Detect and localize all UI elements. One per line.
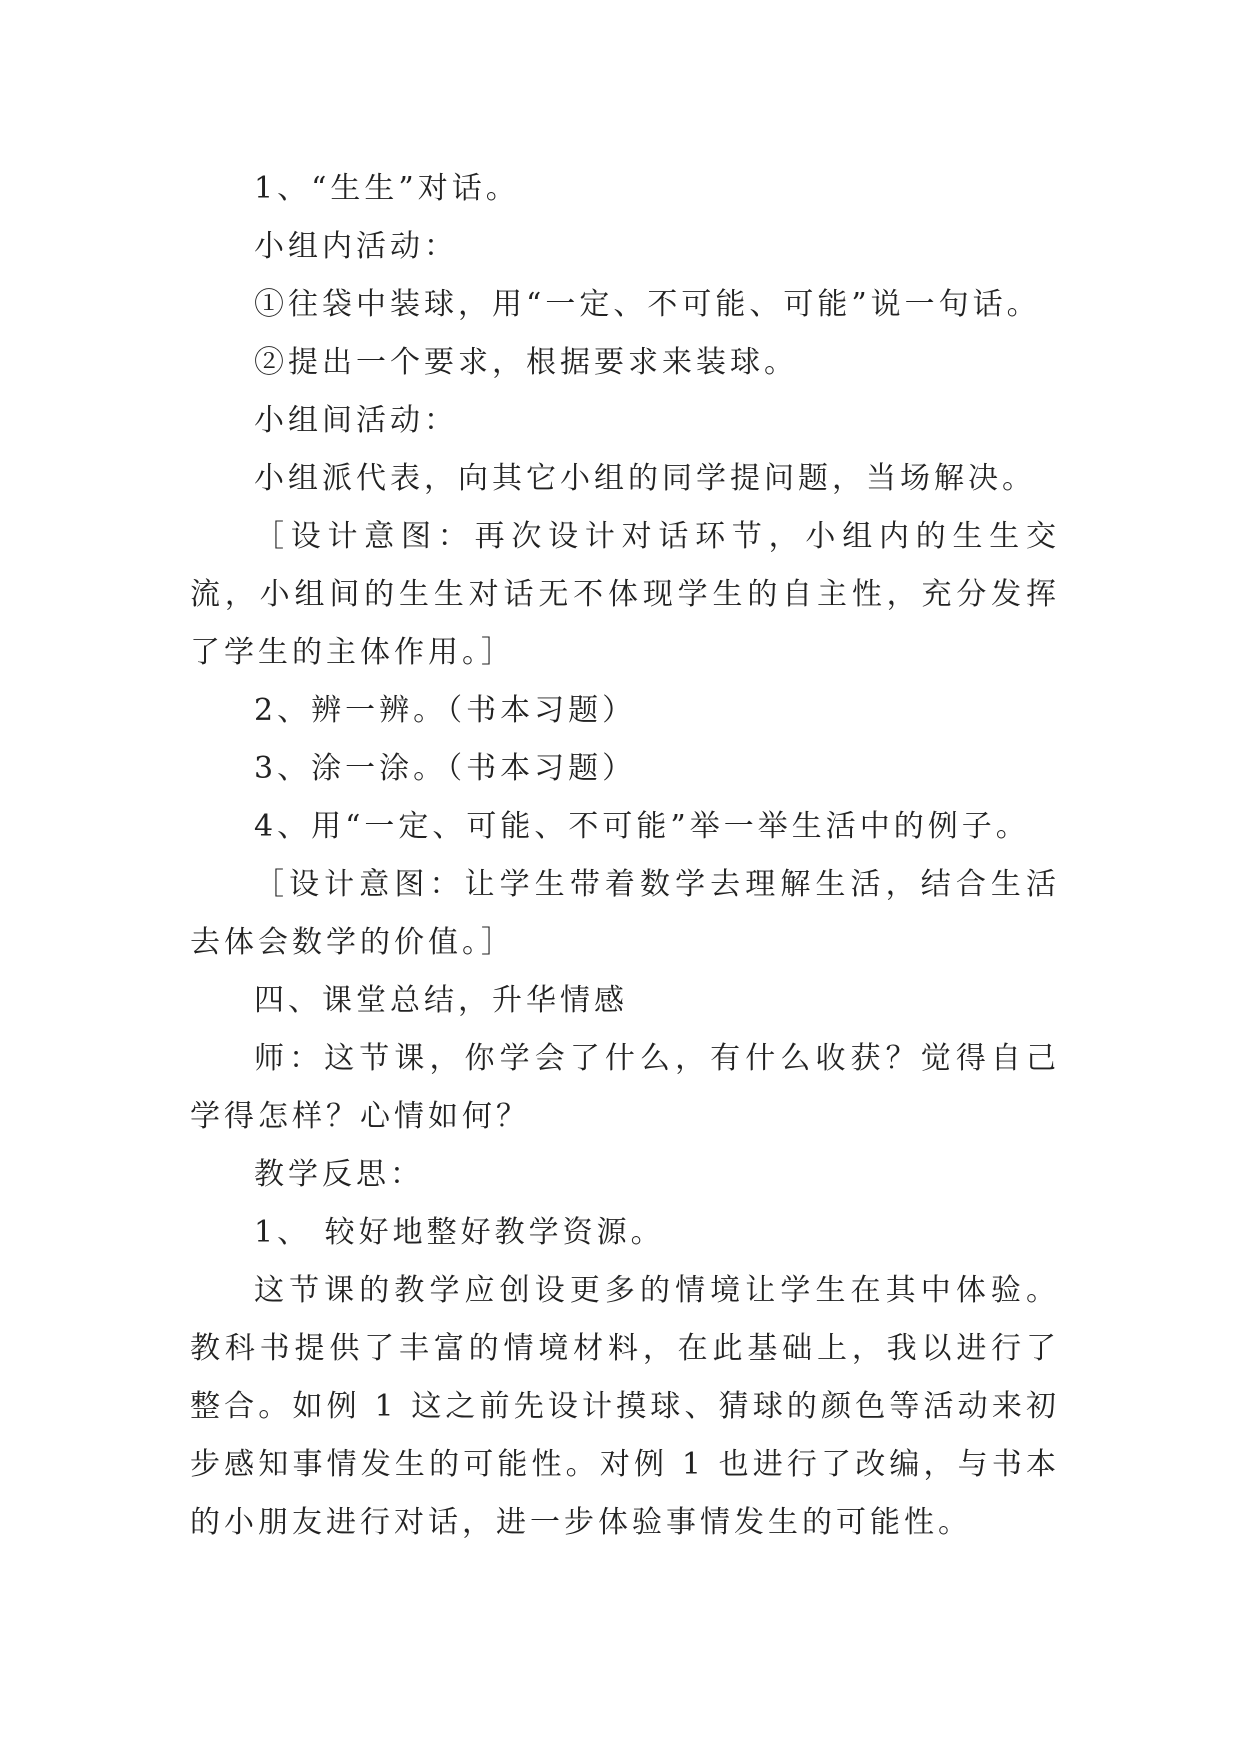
section-heading-reflection: 教学反思： (254, 1157, 424, 1192)
paragraph-teacher-question: 师：这节课，你学会了什么，有什么收获？觉得自己学得怎样？心情如何？ (190, 1041, 1060, 1134)
paragraph-reflection-body: 这节课的教学应创设更多的情境让学生在其中体验。教科书提供了丰富的情境材料，在此基础上，我以进行了整合。如例 1 这之前先设计摸球、猜球的颜色等活动来初步感知事情发生的可能性。对例 1 也进行了改编，与书本的小朋友进行对话，进一步体验事情发生的可能性。 (190, 1273, 1060, 1540)
paragraph-item-1: ①往袋中装球，用“一定、不可能、可能”说一句话。 (254, 287, 1041, 322)
paragraph-dialogue-title: 1、“生生”对话。 (254, 171, 520, 206)
section-heading-summary: 四、课堂总结，升华情感 (254, 983, 628, 1018)
paragraph-group-representative: 小组派代表，向其它小组的同学提问题，当场解决。 (254, 461, 1036, 496)
paragraph-design-intent-1: ［设计意图：再次设计对话环节，小组内的生生交流，小组间的生生对话无不体现学生的自主性，充分发挥了学生的主体作用。］ (190, 519, 1060, 670)
paragraph-item-2: ②提出一个要求，根据要求来装球。 (254, 345, 798, 380)
document-body (190, 160, 1060, 1552)
paragraph-design-intent-2: ［设计意图：让学生带着数学去理解生活，结合生活去体会数学的价值。］ (190, 867, 1060, 960)
paragraph-between-group-activity: 小组间活动： (254, 403, 458, 438)
paragraph-exercise-2: 2、辨一辨。（书本习题） (254, 693, 637, 728)
paragraph-reflection-1: 1、 较好地整好教学资源。 (254, 1215, 665, 1250)
paragraph-in-group-activity: 小组内活动： (254, 229, 458, 264)
paragraph-exercise-3: 3、涂一涂。（书本习题） (254, 751, 637, 786)
paragraph-exercise-4: 4、用“一定、可能、不可能”举一举生活中的例子。 (254, 809, 1030, 844)
